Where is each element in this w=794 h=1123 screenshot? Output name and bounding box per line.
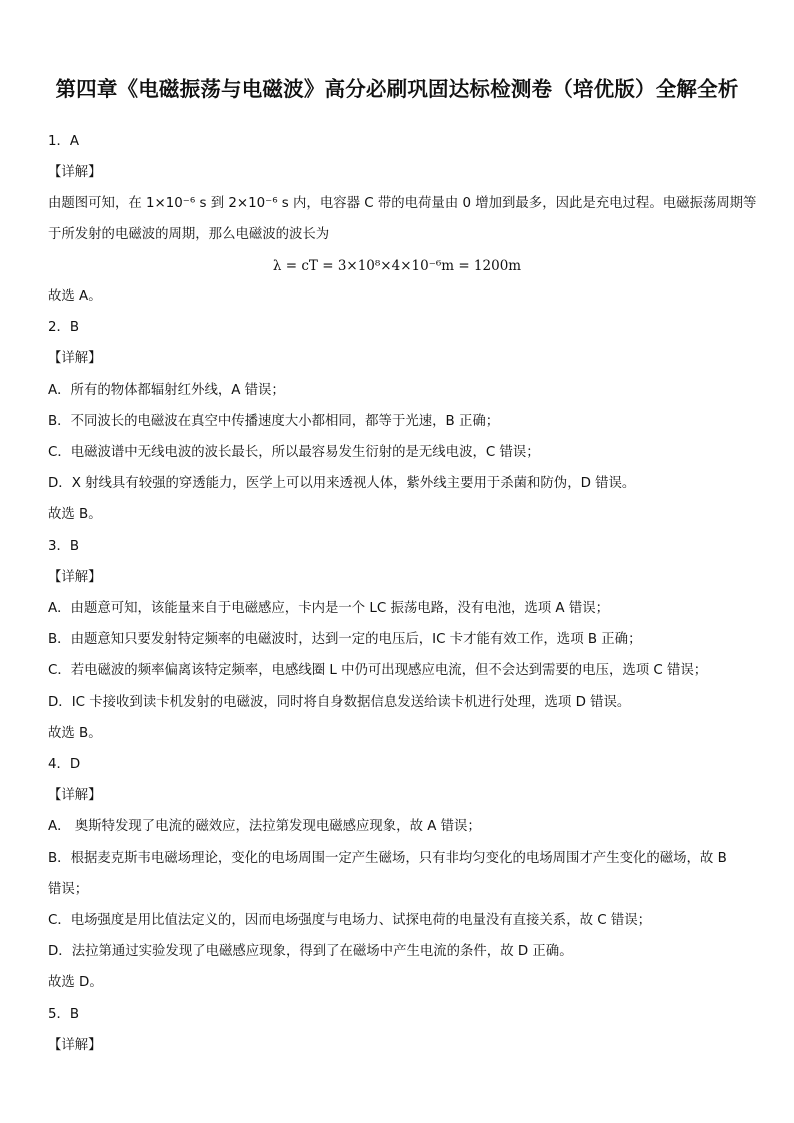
q1-text-line1: 由题图可知，在 1×10⁻⁶ s 到 2×10⁻⁶ s 内，电容器 C 带的电荷量由 0 增加到最多，因此是充电过程。电磁振荡周期等 xyxy=(48,196,757,211)
q3-answer: 3．B xyxy=(48,539,80,554)
q2-conclusion: 故选 B。 xyxy=(48,507,102,522)
q2-answer: 2．B xyxy=(48,320,80,335)
q3-option-d: D．IC 卡接收到读卡机发射的电磁波，同时将自身数据信息发送给读卡机进行处理，选项 D 错误。 xyxy=(48,695,631,710)
q5-detail-tag: 【详解】 xyxy=(48,1038,102,1053)
q2-option-b: B．不同波长的电磁波在真空中传播速度大小都相同，都等于光速，B 正确； xyxy=(48,414,500,429)
q3-option-b: B．由题意知只要发射特定频率的电磁波时，达到一定的电压后，IC 卡才能有效工作，选项 B 正确； xyxy=(48,632,642,647)
q1-detail-tag: 【详解】 xyxy=(48,165,102,180)
q1-conclusion: 故选 A。 xyxy=(48,289,102,304)
q4-option-c: C．电场强度是用比值法定义的，因而电场强度与电场力、试探电荷的电量没有直接关系，故 C 错误； xyxy=(48,913,652,928)
q2-option-d: D．X 射线具有较强的穿透能力，医学上可以用来透视人体，紫外线主要用于杀菌和防伪，D 错误。 xyxy=(48,476,636,491)
page-title: 第四章《电磁振荡与电磁波》高分必刷巩固达标检测卷（培优版）全解全析 xyxy=(55,77,739,101)
q4-option-a: A． 奥斯特发现了电流的磁效应，法拉第发现电磁感应现象，故 A 错误； xyxy=(48,819,481,834)
q2-option-a: A．所有的物体都辐射红外线，A 错误； xyxy=(48,383,285,398)
q3-detail-tag: 【详解】 xyxy=(48,570,102,585)
q1-wavelength-formula: λ = cT = 3×10⁸×4×10⁻⁶m = 1200m xyxy=(272,258,522,274)
q3-conclusion: 故选 B。 xyxy=(48,726,102,741)
q4-detail-tag: 【详解】 xyxy=(48,788,102,803)
q4-answer: 4．D xyxy=(48,757,81,772)
q1-text-line2: 于所发射的电磁波的周期，那么电磁波的波长为 xyxy=(48,227,330,242)
q4-option-d: D．法拉第通过实验发现了电磁感应现象，得到了在磁场中产生电流的条件，故 D 正确。 xyxy=(48,944,573,959)
q5-answer: 5．B xyxy=(48,1007,80,1022)
q2-option-c: C．电磁波谱中无线电波的波长最长，所以最容易发生衍射的是无线电波，C 错误； xyxy=(48,445,540,460)
q3-option-c: C．若电磁波的频率偏离该特定频率，电感线圈 L 中仍可出现感应电流，但不会达到需要的电压，选项 C 错误； xyxy=(48,663,708,678)
q2-detail-tag: 【详解】 xyxy=(48,351,102,366)
q1-answer: 1．A xyxy=(48,134,80,149)
q4-option-b-line2: 错误； xyxy=(48,882,89,897)
q3-option-a: A．由题意可知，该能量来自于电磁感应，卡内是一个 LC 振荡电路，没有电池，选项 A 错误； xyxy=(48,601,609,616)
q4-option-b-line1: B．根据麦克斯韦电磁场理论，变化的电场周围一定产生磁场，只有非均匀变化的电场周围才产生变化的磁场，故 B xyxy=(48,851,727,866)
q4-conclusion: 故选 D。 xyxy=(48,975,103,990)
